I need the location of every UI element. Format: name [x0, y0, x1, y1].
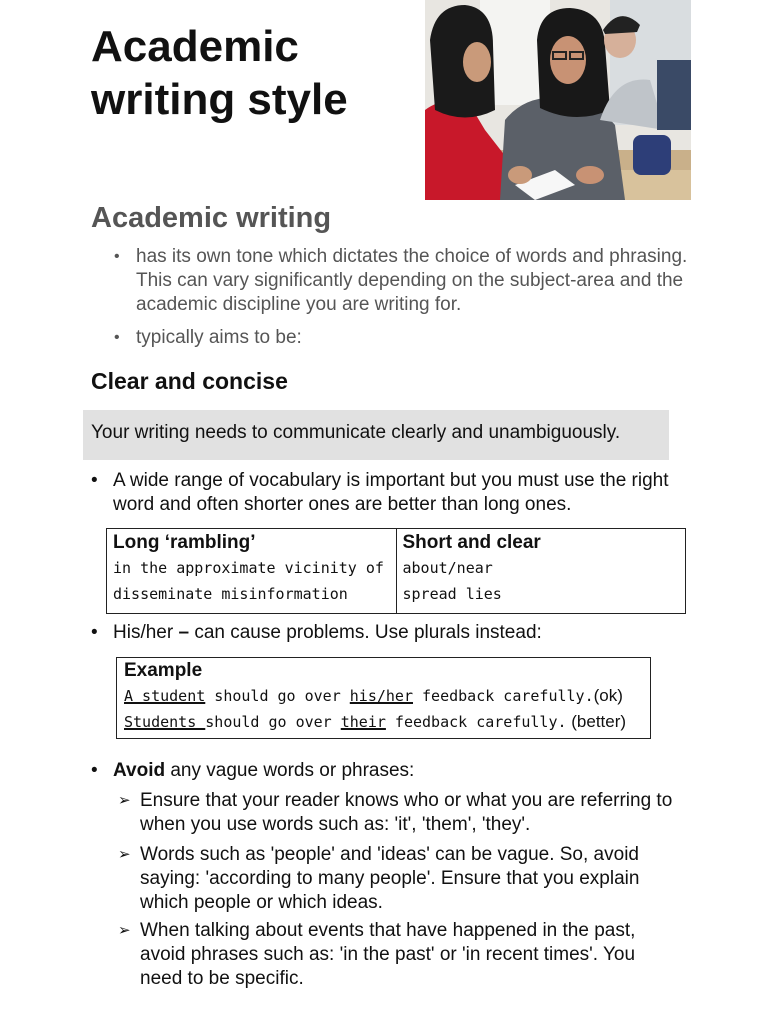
avoid-point-text: When talking about events that have happened in the past, avoid phrases such as: 'in the past' or 'in recent times'. You need to be specific. [140, 920, 636, 989]
page-title-line-2: writing style [91, 75, 348, 124]
table-cell-short: about/near [402, 559, 493, 577]
bullet-dot: • [91, 760, 98, 781]
example-box [116, 657, 651, 739]
list-item: • typically aims to be: [112, 326, 692, 350]
his-her-dash: – [178, 622, 190, 643]
example-text: feedback carefully. [413, 687, 594, 705]
his-her-term: His/her [113, 622, 174, 643]
example-line-2 [124, 709, 643, 735]
example-heading: Example [124, 660, 203, 681]
example-subject: Students [124, 713, 206, 731]
bullet-dot: • [91, 470, 98, 491]
table-cell-long: disseminate misinformation [113, 585, 348, 603]
example-text: should go over [205, 687, 350, 705]
academic-writing-list [112, 245, 692, 359]
example-line-1 [124, 683, 643, 709]
bullet-dot: • [91, 622, 98, 643]
section-heading-academic-writing: Academic writing [91, 202, 332, 234]
callout-box: Your writing needs to communicate clearly and unambiguously. [83, 410, 669, 460]
list-item: • has its own tone which dictates the choice of words and phrasing. This can vary significantly depending on the subject-area and the academic discipline you are writing for. [112, 245, 692, 317]
column-header-short: Short and clear [402, 532, 541, 553]
avoid-point-text: Words such as 'people' and 'ideas' can be vague. So, avoid saying: 'according to many people'. Ensure that you explain which people or which ideas. [140, 844, 640, 913]
avoid-bullet [91, 759, 681, 783]
table-cell-long: in the approximate vicinity of [113, 559, 384, 577]
table-cell-short: spread lies [402, 585, 502, 603]
example-text: should go over [205, 713, 341, 731]
avoid-point [118, 919, 678, 991]
table-cell [107, 529, 397, 614]
table-cell [396, 529, 686, 614]
photo-two-students-writing [425, 0, 691, 200]
example-subject: A student [124, 687, 206, 705]
avoid-point [118, 843, 678, 915]
example-pronoun: his/her [349, 687, 413, 705]
avoid-text: any vague words or phrases: [165, 760, 415, 781]
avoid-point [118, 789, 678, 837]
example-pronoun: their [340, 713, 386, 731]
page-title [91, 20, 348, 126]
his-her-text: can cause problems. Use plurals instead: [194, 622, 542, 643]
subheading-clear-and-concise: Clear and concise [91, 368, 288, 394]
vocabulary-bullet-text: A wide range of vocabulary is important but you must use the right word and often shorter ones are better than long ones. [113, 470, 669, 515]
example-note: (ok) [593, 686, 623, 705]
table-row [107, 529, 686, 614]
his-her-bullet [91, 621, 681, 645]
column-header-long: Long ‘rambling’ [113, 532, 256, 553]
avoid-point-text: Ensure that your reader knows who or what you are referring to when you use words such as: 'it', 'them', 'they'. [140, 790, 673, 835]
example-note: (better) [566, 712, 627, 731]
comparison-table [106, 528, 686, 614]
arrowhead-icon: ➢ [118, 922, 131, 939]
arrowhead-icon: ➢ [118, 792, 131, 809]
example-text: feedback carefully. [385, 713, 567, 731]
avoid-bold: Avoid [113, 760, 166, 781]
vocabulary-bullet [91, 469, 681, 517]
arrowhead-icon: ➢ [118, 846, 131, 863]
page-title-line-1: Academic [91, 22, 299, 71]
